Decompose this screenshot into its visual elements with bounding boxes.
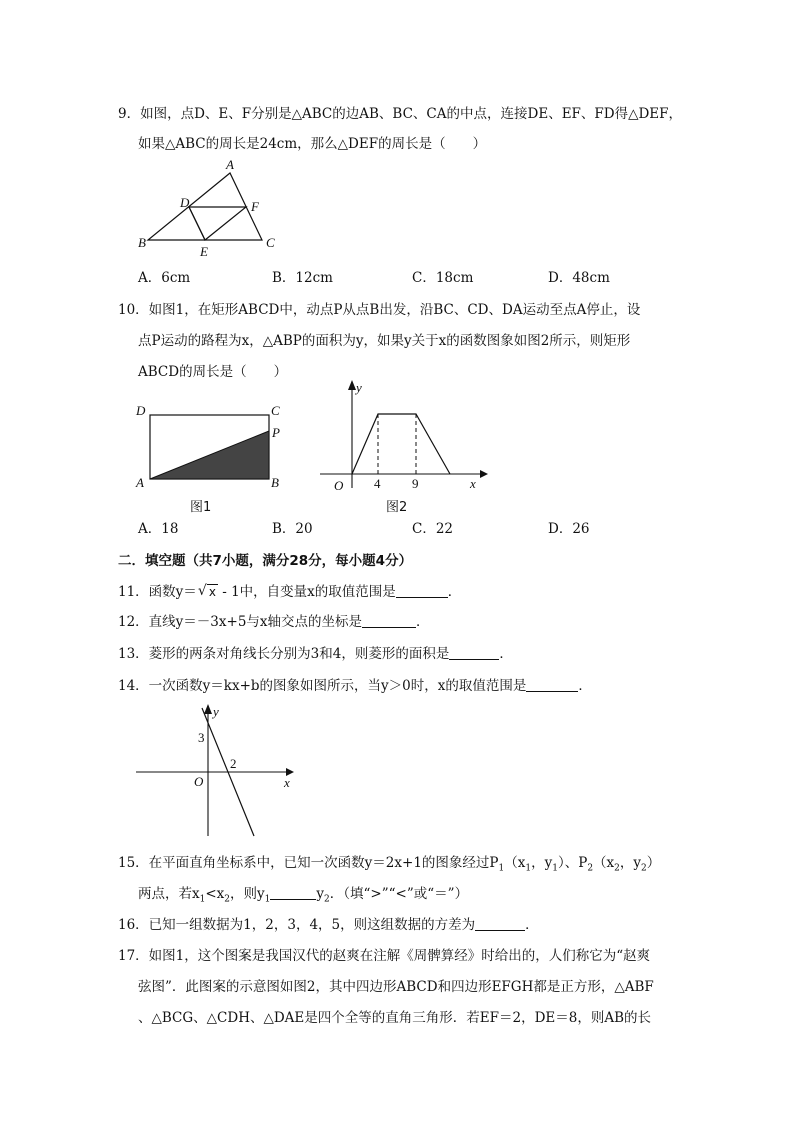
q15-sub-5: 2 (614, 863, 620, 874)
q11-line (118, 582, 461, 602)
q11-radicand: x (208, 585, 216, 599)
q14-graph-origin: O (194, 774, 204, 789)
q17-line1: 17．如图1，这个图案是我国汉代的赵爽在注解《周髀算经》时给出的，人们称它为“赵爽 (118, 948, 651, 964)
q16-end: ． (525, 917, 539, 933)
q15-l2-c: ，则y (230, 886, 265, 902)
q15-line2 (138, 884, 468, 910)
q15-sub-4: 2 (587, 863, 594, 874)
q10-label-P: P (272, 425, 280, 440)
q9-label-C: C (266, 235, 275, 250)
q14-graph-root-2: 2 (230, 756, 237, 771)
q12-blank[interactable] (362, 613, 416, 628)
q16-text: 16．已知一组数据为1，2，3，4，5，则这组数据的方差为 (118, 917, 476, 933)
q11-blank[interactable] (396, 583, 448, 598)
q11-post: - 1中，自变量x的取值范围是 (217, 584, 396, 600)
q15-l2-sub-2: 2 (224, 894, 231, 905)
q14-line (118, 676, 592, 696)
q13-text: 13．菱形的两条对角线长分别为3和4，则菱形的面积是 (118, 646, 450, 662)
q15-text-d: ）、P (557, 855, 588, 871)
q10-option-d: D．26 (548, 521, 590, 537)
q15-text-g: ） (646, 855, 661, 871)
q15-text-a: 15．在平面直角坐标系中，已知一次函数y＝2x+1的图象经过P (118, 855, 499, 871)
q9-label-D: D (180, 195, 190, 210)
q14-graph-intercept-3: 3 (198, 730, 205, 745)
q10-fig2-caption: 图2 (386, 500, 408, 515)
q15-text-c: ，y (531, 855, 553, 871)
q10-graph-tick-9: 9 (412, 476, 419, 491)
q13-line (118, 644, 513, 664)
q9-option-c: C．18cm (412, 270, 474, 286)
q14-graph-x-label: x (284, 775, 290, 790)
q14-blank[interactable] (526, 677, 578, 692)
q17-line3: 、△BCG、△CDH、△DAE是四个全等的直角三角形．若EF＝2，DE＝8，则AB的长 (138, 1010, 652, 1026)
q10-graph-x-label: x (470, 476, 476, 491)
q9-option-b: B．12cm (272, 270, 333, 286)
q10-graph-tick-4: 4 (374, 476, 381, 491)
q15-line1 (118, 853, 660, 879)
q10-label-C: C (271, 403, 280, 418)
q15-l2-sub-3: 1 (264, 894, 271, 905)
q15-text-f: ，y (619, 855, 642, 871)
q10-fig1-caption: 图1 (190, 500, 212, 515)
q14-graph-y-label: y (213, 704, 219, 719)
q9-label-F: F (251, 199, 259, 214)
q10-option-a: A．18 (138, 521, 179, 537)
q14-text: 14．一次函数y＝kx+b的图象如图所示，当y＞0时，x的取值范围是 (118, 678, 527, 694)
q10-line1: 10．如图1，在矩形ABCD中，动点P从点B出发，沿BC、CD、DA运动至点A停止，设 (118, 302, 641, 318)
q15-sub-2: 1 (525, 863, 532, 874)
q13-blank[interactable] (449, 645, 499, 660)
q16-line (118, 915, 539, 935)
q15-l2-sub-1: 1 (199, 894, 206, 905)
q10-label-B: B (271, 475, 279, 490)
q10-function-graph (318, 378, 488, 496)
q10-line3: ABCD的周长是（ ） (138, 364, 288, 380)
q15-l2-e: ．（填“>”“<”或“＝”） (329, 886, 469, 902)
q11-sqrt: √ x (197, 583, 216, 599)
section-fill-in-header: 二．填空题（共7小题，满分28分，每小题4分） (118, 553, 413, 569)
q17-line2: 弦图”．此图案的示意图如图2，其中四边形ABCD和四边形EFGH都是正方形，△ABF (138, 979, 654, 995)
q10-line2: 点P运动的路程为x，△ABP的面积为y，如果y关于x的函数图象如图2所示，则矩形 (138, 333, 631, 349)
q14-end: ． (578, 678, 592, 694)
q9-option-a: A．6cm (138, 270, 191, 286)
q12-line (118, 612, 430, 632)
q15-l2-b: <x (205, 886, 225, 902)
q10-rectangle-figure (130, 395, 300, 495)
q15-sub-1: 1 (498, 863, 505, 874)
q10-option-b: B．20 (272, 521, 313, 537)
q9-label-B: B (138, 235, 146, 250)
q13-end: ． (499, 646, 513, 662)
q10-graph-origin: O (334, 478, 344, 493)
q9-label-A: A (226, 157, 234, 172)
q10-label-D: D (136, 403, 146, 418)
q10-label-A: A (136, 475, 144, 490)
q11-end: ． (447, 584, 462, 600)
q9-label-E: E (200, 244, 208, 259)
q15-text-e: （x (593, 855, 615, 871)
q14-linear-function-graph (136, 700, 306, 840)
q9-line1: 9．如图，点D、E、F分别是△ABC的边AB、BC、CA的中点，连接DE、EF、FD得△DEF， (118, 106, 683, 122)
q12-end: ． (416, 614, 430, 630)
q10-option-c: C．22 (412, 521, 454, 537)
q9-triangle-figure (130, 155, 300, 265)
q15-sub-3: 1 (552, 863, 558, 874)
q9-line2: 如果△ABC的周长是24cm，那么△DEF的周长是（ ） (138, 136, 487, 152)
q15-l2-a: 两点，若x (138, 886, 200, 902)
q12-text: 12．直线y＝－3x+5与x轴交点的坐标是 (118, 614, 363, 630)
q11-pre: 11．函数y＝ (118, 584, 197, 600)
q16-blank[interactable] (475, 916, 525, 931)
q10-graph-y-label: y (356, 380, 362, 395)
q9-option-d: D．48cm (548, 270, 610, 286)
q15-l2-sub-4: 2 (324, 894, 330, 905)
q15-blank[interactable] (270, 885, 316, 900)
q15-sub-6: 2 (641, 863, 647, 874)
q15-text-b: （x (504, 855, 526, 871)
q15-l2-d: y (316, 886, 325, 902)
